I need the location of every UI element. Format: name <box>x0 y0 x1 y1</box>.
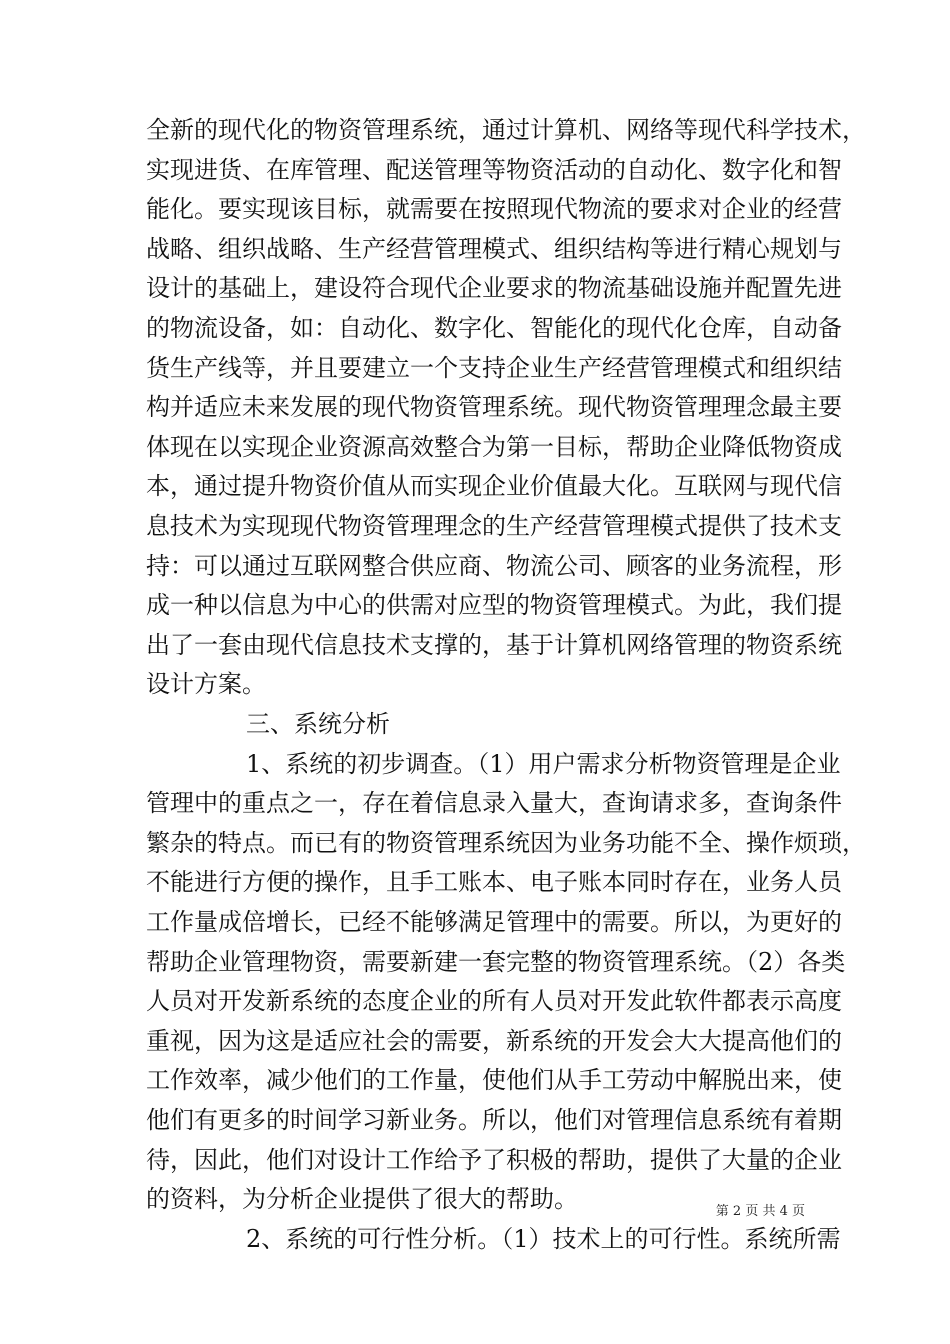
body-text-line: 体现在以实现企业资源高效整合为第一目标，帮助企业降低物资成 <box>146 433 842 461</box>
body-text-line: 1、系统的初步调查。（1）用户需求分析物资管理是企业 <box>246 750 841 778</box>
body-text-line: 息技术为实现现代物资管理理念的生产经营管理模式提供了技术支 <box>146 512 842 540</box>
body-text-line: 本，通过提升物资价值从而实现企业价值最大化。互联网与现代信 <box>146 472 842 500</box>
body-text-line: 成一种以信息为中心的供需对应型的物资管理模式。为此，我们提 <box>146 591 842 619</box>
body-text-line: 出了一套由现代信息技术支撑的，基于计算机网络管理的物资系统 <box>146 631 842 659</box>
body-text-line: 人员对开发新系统的态度企业的所有人员对开发此软件都表示高度 <box>146 987 842 1015</box>
body-text-line: 的物流设备，如：自动化、数字化、智能化的现代化仓库，自动备 <box>146 314 842 342</box>
body-text-line: 2、系统的可行性分析。（1）技术上的可行性。系统所需 <box>246 1225 841 1253</box>
body-text-line: 繁杂的特点。而已有的物资管理系统因为业务功能不全、操作烦琐， <box>146 829 866 857</box>
body-text-line: 重视，因为这是适应社会的需要，新系统的开发会大大提高他们的 <box>146 1027 842 1055</box>
body-text-line: 工作效率，减少他们的工作量，使他们从手工劳动中解脱出来，使 <box>146 1066 842 1094</box>
body-text-line: 待，因此，他们对设计工作给予了积极的帮助，提供了大量的企业 <box>146 1146 842 1174</box>
body-text-line: 实现进货、在库管理、配送管理等物资活动的自动化、数字化和智 <box>146 156 842 184</box>
body-text-line: 货生产线等，并且要建立一个支持企业生产经营管理模式和组织结 <box>146 354 842 382</box>
body-text-line: 构并适应未来发展的现代物资管理系统。现代物资管理理念最主要 <box>146 393 842 421</box>
body-text-line: 设计的基础上，建设符合现代企业要求的物流基础设施并配置先进 <box>146 274 842 302</box>
page-number: 第 2 页 共 4 页 <box>715 1204 805 1219</box>
body-text-line: 的资料，为分析企业提供了很大的帮助。 <box>146 1185 578 1213</box>
body-text-line: 他们有更多的时间学习新业务。所以，他们对管理信息系统有着期 <box>146 1106 842 1134</box>
body-text-line: 管理中的重点之一，存在着信息录入量大，查询请求多，查询条件 <box>146 789 842 817</box>
body-text-line: 能化。要实现该目标，就需要在按照现代物流的要求对企业的经营 <box>146 195 842 223</box>
body-text-line: 持：可以通过互联网整合供应商、物流公司、顾客的业务流程，形 <box>146 552 842 580</box>
body-text-line: 帮助企业管理物资，需要新建一套完整的物资管理系统。（2）各类 <box>146 948 846 976</box>
body-text-line: 全新的现代化的物资管理系统，通过计算机、网络等现代科学技术， <box>146 116 866 144</box>
body-text-line: 不能进行方便的操作，且手工账本、电子账本同时存在，业务人员 <box>146 868 842 896</box>
body-text-line: 设计方案。 <box>146 670 266 698</box>
body-text-line: 战略、组织战略、生产经营管理模式、组织结构等进行精心规划与 <box>146 235 842 263</box>
section-heading: 三、系统分析 <box>246 710 390 738</box>
body-text-line: 工作量成倍增长，已经不能够满足管理中的需要。所以，为更好的 <box>146 908 842 936</box>
